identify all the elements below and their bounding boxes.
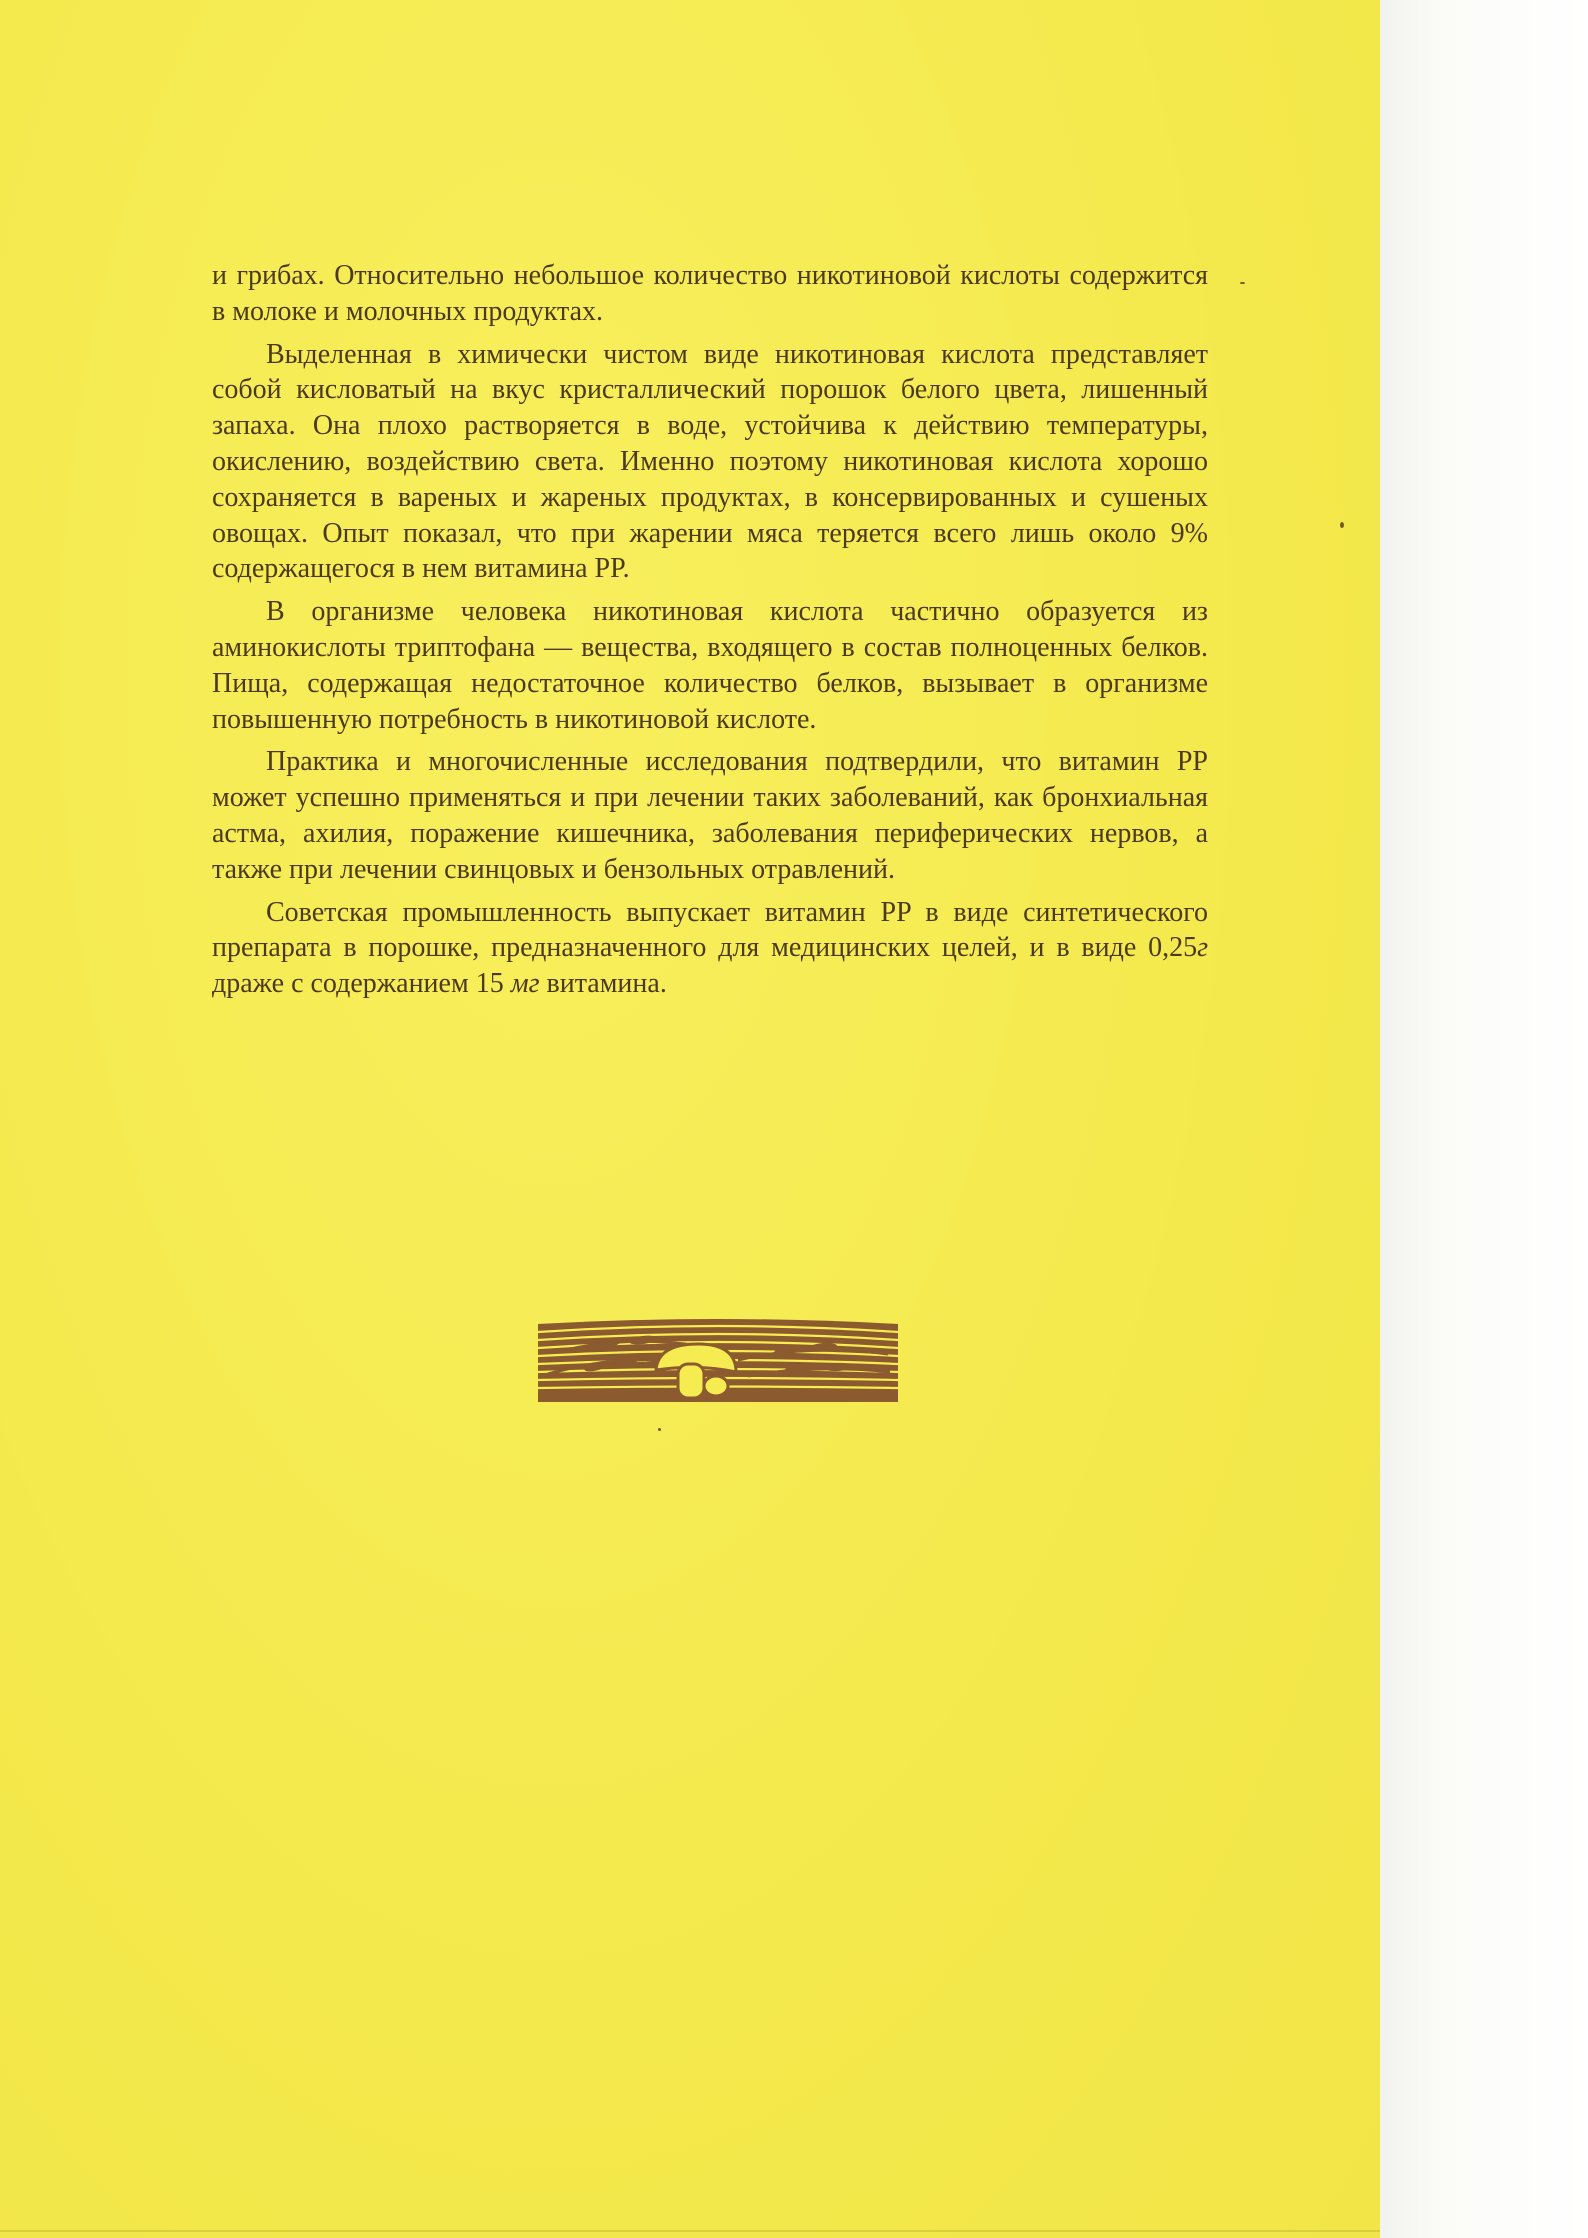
body-text bbox=[212, 258, 1208, 1009]
unit-gram: г bbox=[1197, 932, 1208, 964]
page-margin bbox=[1380, 0, 1588, 2238]
unit-milligram: мг bbox=[510, 968, 540, 1000]
paragraph-5-end: витамина. bbox=[539, 968, 667, 1000]
paper-speck bbox=[1240, 282, 1245, 284]
wheat-and-mushroom-vignette-icon bbox=[538, 1314, 898, 1402]
page-bottom-edge bbox=[0, 2230, 1380, 2232]
paragraph-3: В организме человека никотиновая кислота частично образуется из аминокислоты триптофана — вещества, входящего в состав полноценных белков. Пища, содержащая недостаточное количество белков, вызывает в организме повышенную потребность в никотиновой кислоте. bbox=[212, 596, 1208, 735]
paragraph-1: и грибах. Относительно небольшое количество никотиновой кислоты содержится в молоке и молочных продуктах. bbox=[212, 260, 1208, 327]
paper-speck bbox=[658, 1428, 661, 1431]
paragraph-5-middle: драже с содержанием 15 bbox=[212, 968, 511, 1000]
paragraph-5-start: Советская промышленность выпускает витамин PP в виде синтетического препарата в порошке, предназначенного для медицинских целей, и в виде 0,25 bbox=[212, 896, 1208, 964]
paper-speck bbox=[1340, 522, 1344, 528]
paragraph-4: Практика и многочисленные исследования подтвердили, что витамин PP может успешно применяться и при лечении таких заболеваний, как бронхиальная астма, ахилия, поражение кишечника, заболевания периферических нервов, а также при лечении свинцовых и бензольных отравлений. bbox=[212, 746, 1208, 885]
paragraph-5 bbox=[212, 895, 1208, 1002]
paragraph-2: Выделенная в химически чистом виде никотиновая кислота представляет собой кисловатый на вкус кристаллический порошок белого цвета, лишенный запаха. Она плохо растворяется в воде, устойчива к действию температуры, окислению, воздействию света. Именно поэтому никотиновая кислота хорошо сохраняется в вареных и жареных продуктах, в консервированных и сушеных овощах. Опыт показал, что при жарении мяса теряется всего лишь около 9% содержащегося в нем витамина PP. bbox=[212, 338, 1208, 585]
